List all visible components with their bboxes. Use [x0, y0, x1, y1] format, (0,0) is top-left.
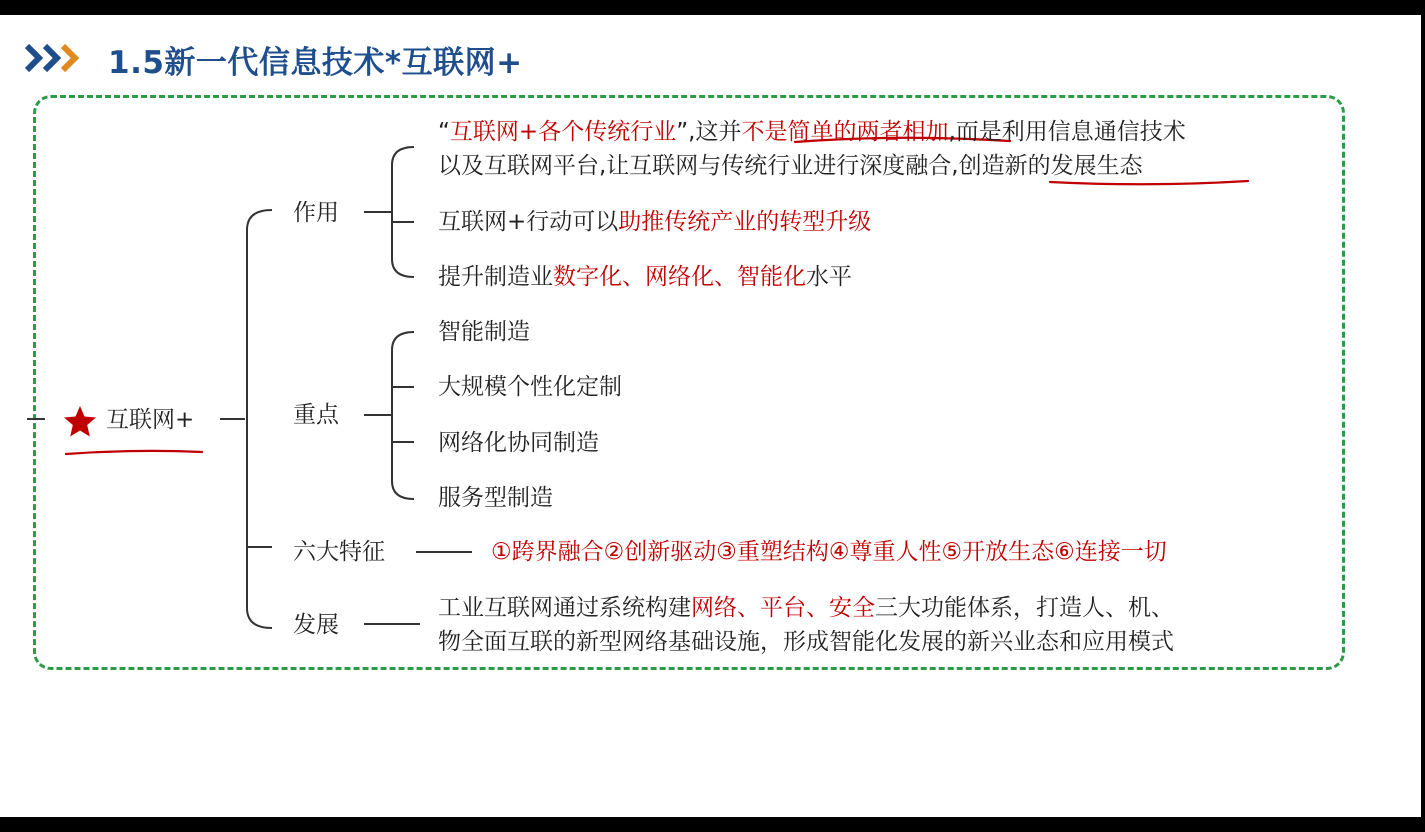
role-item-1-line-1 — [438, 121, 1186, 144]
highlight-text: 网络、平台、安全 — [691, 595, 875, 621]
focus-item-2: 大规模个性化定制 — [438, 374, 622, 400]
text-segment: 提升制造业 — [438, 264, 553, 290]
text-segment: 以及互联网平台,让互联网与传统行业进行深度融合, — [438, 153, 959, 179]
branch-development-label: 发展 — [293, 612, 339, 638]
branch-features-label: 六大特征 — [293, 539, 385, 565]
highlight-text: 数字化、网络化、智能化 — [553, 264, 806, 290]
branch-role-label: 作用 — [293, 200, 339, 226]
focus-item-3: 网络化协同制造 — [438, 430, 599, 456]
text-segment: 互联网+行动可以 — [438, 209, 619, 235]
development-line-2: 物全面互联的新型网络基础设施，形成智能化发展的新兴业态和应用模式 — [438, 629, 1174, 655]
text-segment: ,而是利用信息通信技术 — [948, 119, 1186, 145]
slide — [0, 15, 1421, 817]
text-segment: 三大功能体系，打造人、机、 — [875, 595, 1174, 621]
highlight-text: 互联网+各个传统行业 — [449, 119, 677, 145]
branch-focus-label: 重点 — [293, 402, 339, 428]
text-segment: ”,这并 — [676, 119, 742, 145]
highlight-text: 助推传统产业的转型升级 — [618, 209, 872, 235]
highlight-text: 不是简单的两者相加 — [741, 119, 949, 145]
text-segment: 工业互联网通过系统构建 — [438, 595, 691, 621]
focus-item-4: 服务型制造 — [438, 485, 553, 511]
page-title: 1.5新一代信息技术*互联网+ — [108, 45, 523, 81]
features-text: ①跨界融合②创新驱动③重塑结构④尊重人性⑤开放生态⑥连接一切 — [491, 539, 1167, 565]
text-segment: 水平 — [806, 264, 852, 290]
development-line-1 — [438, 597, 1174, 620]
underlined-text: 创造新的发展生态 — [958, 153, 1143, 179]
role-item-2 — [438, 211, 871, 234]
text-segment: “ — [438, 119, 450, 145]
role-item-3 — [438, 266, 852, 289]
focus-item-1: 智能制造 — [438, 319, 530, 345]
role-item-1-line-2 — [438, 155, 1143, 178]
root-node-label: 互联网+ — [106, 407, 195, 433]
star-icon — [63, 405, 97, 438]
